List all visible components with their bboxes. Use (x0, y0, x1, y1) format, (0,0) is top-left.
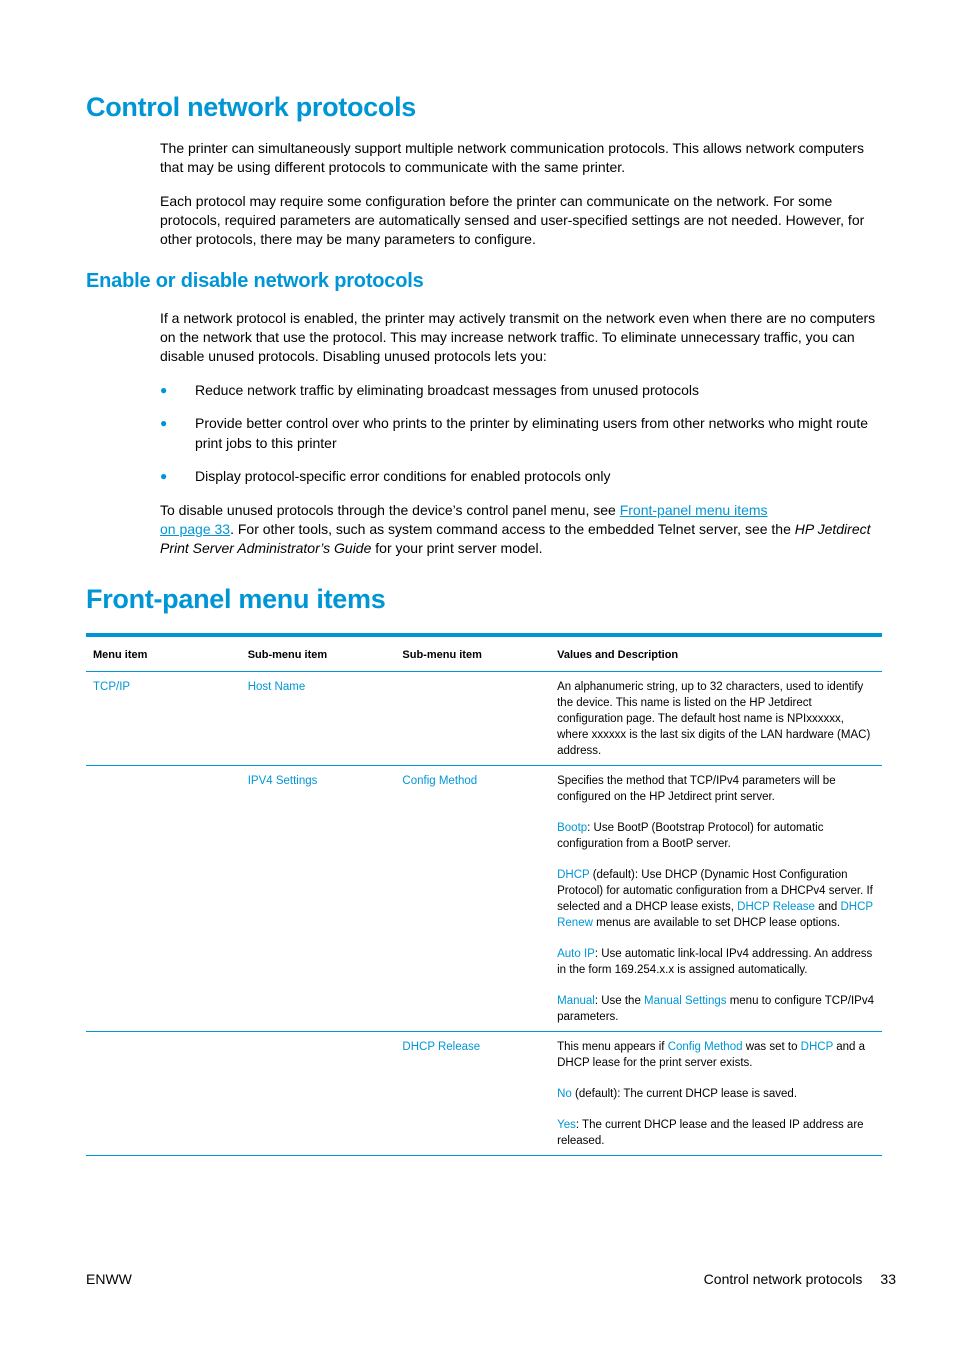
menu-items-table (86, 633, 882, 1156)
cell-host-name: Host Name (247, 681, 306, 693)
text-segment: : The current DHCP lease and the leased IP address are released. (557, 1119, 864, 1147)
cell-description (550, 672, 882, 766)
text-segment: . For other tools, such as system command access to the embedded Telnet server, see the (230, 521, 795, 538)
text-segment: for your print server model. (371, 540, 543, 557)
text-segment: and (814, 901, 841, 913)
heading-front-panel-menu-items: Front-panel menu items (86, 584, 386, 614)
description-text: An alphanumeric string, up to 32 characters, used to identify the device. This name is listed on the HP Jetdirect configuration page. The default host name is NPIxxxxxx, where xxxxxx is the last six digits of the LAN hardware (MAC) address. (557, 681, 871, 757)
text-segment: menus are available to set DHCP lease options. (592, 917, 841, 929)
description-text (557, 1039, 875, 1071)
table-row (86, 766, 882, 1032)
table-row (86, 1032, 882, 1156)
text-segment: : Use the (594, 995, 645, 1007)
text-segment: (default): Use DHCP (Dynamic Host Configuration Protocol) for automatic configuration from a DHCPv4 server. If selected and a DHCP lease exists, (557, 869, 873, 913)
link-front-panel-menu-items[interactable]: Front-panel menu items (619, 502, 768, 518)
bullet-dot-icon: ● (160, 469, 168, 483)
keyword-bootp: Bootp (557, 822, 588, 834)
cell-ipv4-settings: IPV4 Settings (247, 775, 318, 787)
text-segment: was set to (742, 1041, 801, 1053)
paragraph-configuration: Each protocol may require some configuration before the printer can communicate on the network. For some protocols, required parameters are automatically sensed and user-specified settings are not needed. However, for other protocols, there may be many parameters to configure. (160, 193, 865, 248)
keyword-yes: Yes (557, 1119, 576, 1131)
page-number: 33 (880, 1271, 896, 1287)
bullet-dot-icon: ● (160, 416, 168, 430)
cell-empty (86, 1032, 241, 1156)
header-menu-item: Menu item (93, 649, 148, 661)
description-no (557, 1086, 875, 1102)
paragraph-enable-explanation: If a network protocol is enabled, the printer may actively transmit on the network even when there are no computers on the network that use the protocol. This may increase network traffic. To eliminate unnecessary traffic, you can disable unused protocols. Disabling unused protocols lets you: (160, 310, 876, 365)
cell-empty (86, 766, 241, 1032)
text-segment: This menu appears if (557, 1041, 668, 1053)
text-segment: and a DHCP lease for the print server exists. (557, 1041, 866, 1069)
paragraph-intro: The printer can simultaneously support multiple network communication protocols. This allows network computers that may be using different protocols to communicate with the same printer. (160, 140, 864, 176)
description-yes (557, 1117, 875, 1149)
description-text: Specifies the method that TCP/IPv4 parameters will be configured on the HP Jetdirect print server. (557, 775, 836, 803)
text-segment: To disable unused protocols through the device’s control panel menu, see (160, 502, 620, 518)
footer-enww: ENWW (86, 1271, 132, 1287)
text-segment: (default): The current DHCP lease is saved. (571, 1088, 798, 1100)
keyword-manual-settings: Manual Settings (644, 995, 727, 1007)
table-header-row (86, 635, 882, 672)
footer-section-title: Control network protocols (703, 1271, 863, 1287)
keyword-auto-ip: Auto IP (557, 948, 595, 960)
bullet-text: Provide better control over who prints to the printer by eliminating users from other networks who might route print jobs to this printer (195, 415, 869, 451)
cell-dhcp-release: DHCP Release (402, 1041, 481, 1053)
bullet-text: Display protocol-specific error conditions for enabled protocols only (195, 468, 611, 484)
bullet-text: Reduce network traffic by eliminating broadcast messages from unused protocols (195, 382, 699, 398)
heading-control-network-protocols: Control network protocols (86, 92, 417, 122)
cell-menu-tcpip: TCP/IP (93, 681, 131, 693)
text-segment: : Use automatic link-local IPv4 addressing. An address in the form 169.254.x.x is assigned automatically. (557, 948, 873, 976)
description-manual (557, 993, 875, 1025)
header-values-description: Values and Description (557, 649, 679, 661)
keyword-config-method: Config Method (667, 1041, 743, 1053)
text-segment: menu to configure TCP/IPv4 parameters. (557, 995, 874, 1023)
description-dhcp (557, 867, 875, 931)
paragraph-disable-instructions (160, 501, 885, 559)
text-segment: : Use BootP (Bootstrap Protocol) for automatic configuration from a BootP server. (557, 822, 824, 850)
link-on-page-33[interactable]: on page 33 (160, 521, 231, 538)
description-auto-ip (557, 946, 875, 978)
cell-empty (241, 1032, 396, 1156)
guide-title: HP Jetdirect Print Server Administrator’s Guide (160, 521, 871, 557)
keyword-dhcp-release: DHCP Release (737, 901, 815, 913)
heading-enable-disable-protocols: Enable or disable network protocols (86, 270, 424, 292)
cell-description (550, 1032, 882, 1156)
header-sub-menu-item: Sub-menu item (247, 649, 328, 661)
keyword-manual: Manual (557, 995, 595, 1007)
keyword-dhcp-renew: DHCP Renew (557, 901, 873, 929)
cell-config-method: Config Method (402, 775, 478, 787)
header-sub-menu-item: Sub-menu item (402, 649, 482, 661)
keyword-dhcp: DHCP (800, 1041, 834, 1053)
footer-page-info (704, 1271, 896, 1287)
description-bootp (557, 820, 875, 852)
cell-empty (395, 672, 550, 766)
bullet-dot-icon: ● (160, 383, 168, 397)
keyword-dhcp: DHCP (557, 869, 590, 881)
table-row (86, 672, 882, 766)
keyword-no: No (557, 1088, 572, 1100)
cell-description (550, 766, 882, 1032)
